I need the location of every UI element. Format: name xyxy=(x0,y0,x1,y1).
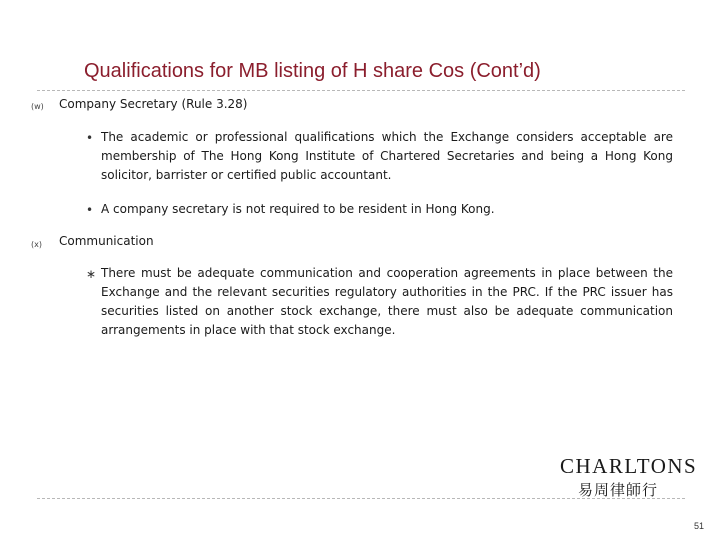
bullet-text-qualifications: The academic or professional qualifications which the Exchange considers acceptable are membership of The Hong Kong Institute of Chartered Secretaries and being a Hong Kong solicitor, barrister or certified public accountant. xyxy=(101,130,673,182)
logo-name: CHARLTONS xyxy=(560,454,698,478)
bullet-text-residency: A company secretary is not required to be resident in Hong Kong. xyxy=(101,202,495,216)
section-marker-x: (x) xyxy=(31,240,42,249)
page-number: 51 xyxy=(693,521,704,531)
top-divider xyxy=(37,90,685,91)
bullet-text-communication: There must be adequate communication and cooperation agreements in place between the Exchange and the relevant securities regulatory authorities in the PRC. If the PRC issuer has securities listed on another stock exchange, there must also be adequate communication arrangements in place with that stock exchange. xyxy=(101,266,673,337)
section-marker-w: (w) xyxy=(31,102,44,111)
section-heading-company-secretary: Company Secretary (Rule 3.28) xyxy=(59,97,248,111)
charltons-logo xyxy=(556,452,698,499)
bottom-divider xyxy=(37,498,685,499)
bullet-icon: • xyxy=(86,203,94,217)
bullet-icon: • xyxy=(86,131,94,145)
slide-title: Qualifications for MB listing of H share Cos (Cont’d) xyxy=(84,60,541,82)
logo-chinese-name: 易周律師行 xyxy=(578,481,659,499)
section-heading-communication: Communication xyxy=(59,234,154,248)
bullet-icon: ∗ xyxy=(86,267,97,281)
